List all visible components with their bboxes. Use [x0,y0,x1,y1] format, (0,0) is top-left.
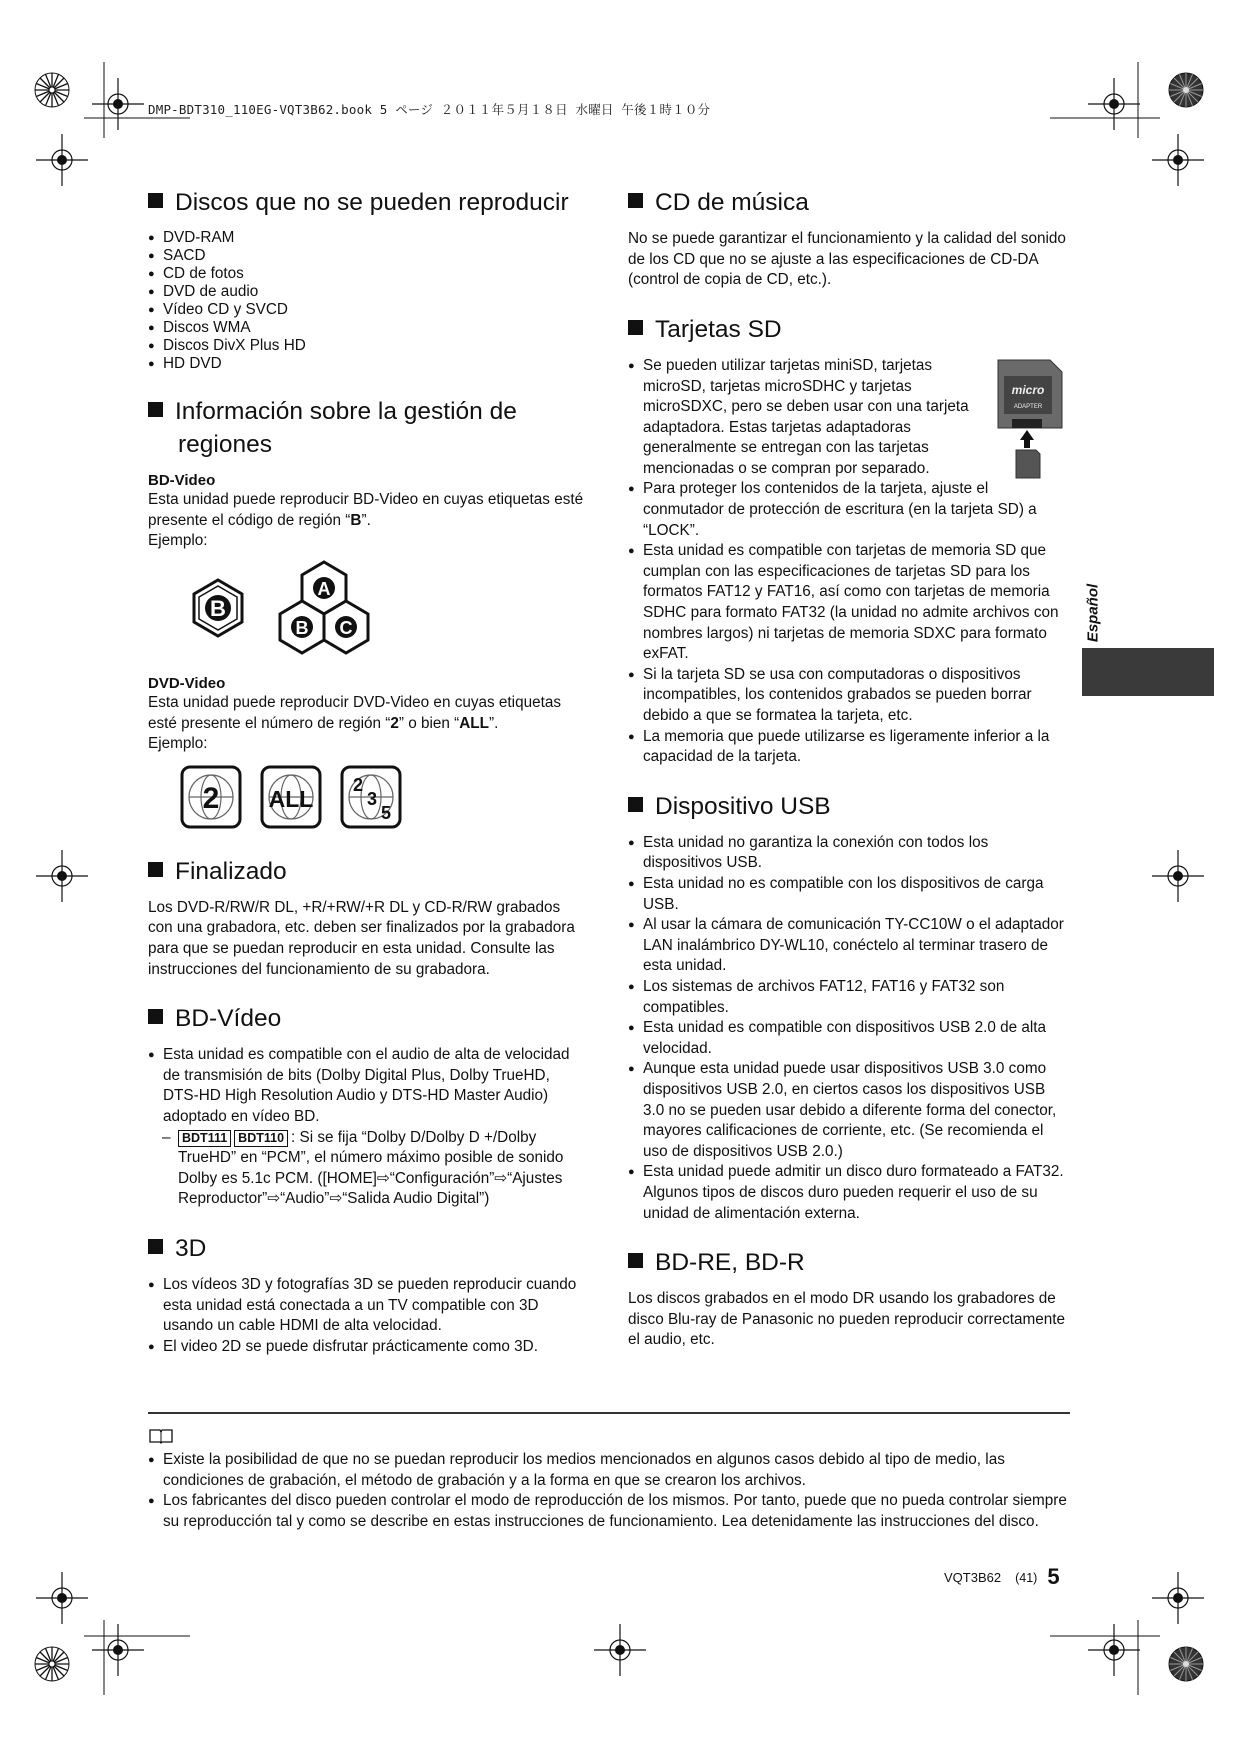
region-b2-letter: B [295,617,309,638]
model-tag: BDT110 [234,1130,288,1147]
region-b-letter: B [210,595,226,621]
list-item: ● DVD de audio [148,283,588,301]
list-item: ● Al usar la cámara de comunicación TY-CC10W o el adaptador LAN inalámbrico DY-WL10, conéctelo al terminar trasero de esta unidad. [628,915,1070,977]
section-3d [148,1232,588,1357]
page-footer [944,1564,1060,1590]
section-bd-re [628,1246,1070,1351]
list-item: ● Los vídeos 3D y fotografías 3D se pueden reproducir cuando esta unidad está conectada a un TV compatible con 3D usando un cable HDMI de alta velocidad. [148,1275,588,1337]
region-abc-icon [280,562,368,653]
list-item: ● CD de fotos [148,265,588,283]
list-item: ● HD DVD [148,355,588,373]
heading-3d: 3D [148,1232,588,1265]
sd-first-block [628,356,1070,480]
region-all-label: ALL [268,785,314,812]
list-item: ● Para proteger los contenidos de la tarjeta, ajuste el conmutador de protección de escritura (en la tarjeta SD) a “LOCK”. [628,479,1070,541]
heading-regiones: Información sobre la gestión de regiones [148,395,588,461]
ejemplo-label: Ejemplo: [148,735,208,753]
section-bd-video [148,1002,588,1210]
footnote-divider [148,1412,1070,1414]
model-tag: BDT111 [178,1130,231,1147]
ejemplo-label: Ejemplo: [148,532,208,550]
section-regiones [148,395,588,833]
section-discos [148,186,588,373]
sd-card-adapter-label: ADAPTER [1013,403,1043,410]
list-item: ● Si la tarjeta SD se usa con computadoras o dispositivos incompatibles, los contenidos grabados se pueden borrar debido a que se formatea la tarjeta, etc. [628,665,1070,727]
list-item: ● Esta unidad es compatible con tarjetas de memoria SD que cumplan con las especificaciones de tarjetas SD para los formatos FAT12 y FAT16, así como con tarjetas de memoria SDHC para formato FAT32 (la unidad no admite archivos con nombres largos) ni tarjetas de memoria SDXC para formato exFAT. [628,541,1070,665]
list-item: ● Esta unidad no es compatible con los dispositivos de carga USB. [628,874,1070,915]
cd-text: No se puede garantizar el funcionamiento y la calidad del sonido de los CD que no se ajuste a las especificaciones de CD-DA (control de copia de CD, etc.). [628,230,1066,289]
heading-bd-video: BD-Vídeo [148,1002,588,1035]
doc-code: VQT3B62 [944,1570,1002,1585]
section-sd [628,313,1070,768]
heading-discos: Discos que no se pueden reproducir [148,186,588,219]
heading-cd: CD de música [628,186,1070,219]
page-seq: (41) [1015,1571,1038,1585]
list-item: ● Aunque esta unidad puede usar dispositivos USB 3.0 como dispositivos USB 2.0, en ciertos casos los dispositivos USB 3.0 no se pueden usar debido a diferente forma del conector, mayores calificaciones de corriente, etc. (Se recomienda el uso de dispositivos USB 2.0.) [628,1059,1070,1162]
book-icon [148,1428,174,1444]
list-item: ● Los sistemas de archivos FAT12, FAT16 y FAT32 son compatibles. [628,977,1070,1018]
heading-usb: Dispositivo USB [628,790,1070,823]
list-item: ● Se pueden utilizar tarjetas miniSD, tarjetas microSD, tarjetas microSDHC y tarjetas microSDXC, pero se deben usar con una tarjeta adaptadora. Estas tarjetas adaptadoras generalmente se entregan con las tarjetas mencionadas o se compran por separado. [628,356,974,480]
footnote-item: ● Existe la posibilidad de que no se puedan reproducir los medios mencionados en algunos casos debido al tipo de medio, las condiciones de grabación, el método de grabación y a la forma en que se crearon los archivos. [148,1450,1070,1491]
heading-finalizado: Finalizado [148,855,588,888]
region-multi-5: 5 [380,802,392,823]
list-item: ● Esta unidad es compatible con el audio de alta de velocidad de transmisión de bits (Dolby Digital Plus, Dolby TrueHD, DTS-HD High Resolution Audio y DTS-HD Master Audio) adoptado en vídeo BD. [148,1045,588,1127]
list-item: ● El video 2D se puede disfrutar prácticamente como 3D. [148,1337,588,1358]
sd-first-list [628,356,974,480]
language-tab [1082,648,1214,696]
left-column [148,186,588,1379]
bd-re-text: Los discos grabados en el modo DR usando los grabadores de disco Blu-ray de Panasonic no pueden reproducir correctamente el audio, etc. [628,1290,1066,1349]
region-multi-2: 2 [352,774,364,795]
bd-region-icons [186,560,486,670]
usb-list [628,833,1070,1224]
footnotes [148,1450,1070,1532]
language-label: Español [1084,583,1102,643]
section-usb [628,790,1070,1224]
3d-list [148,1275,588,1357]
list-item: ● Discos DivX Plus HD [148,337,588,355]
right-column [628,186,1070,1373]
region-a-letter: A [317,578,331,599]
bd-video-label: BD-Video [148,472,216,490]
footnote-item: ● Los fabricantes del disco pueden controlar el modo de reproducción de los mismos. Por tanto, puede que no pueda controlar siempre su reproducción tal y como se describe en estas instrucciones de funcionamiento. Lea detenidamente las instrucciones del disco. [148,1491,1070,1532]
list-item: ● Esta unidad es compatible con dispositivos USB 2.0 de alta velocidad. [628,1018,1070,1059]
heading-sd: Tarjetas SD [628,313,1070,346]
bd-region-text: Esta unidad puede reproducir BD-Video en cuyas etiquetas esté presente el código de región “B”. [148,491,584,529]
page-number: 5 [1047,1564,1060,1589]
finalizado-text: Los DVD-R/RW/R DL, +R/+RW/+R DL y CD-R/RW grabados con una grabadora, etc. deben ser finalizados por la grabadora para que se puedan reproducir en esta unidad. Consulte las instrucciones del funcionamiento de su grabadora. [148,898,575,978]
list-item: ● Esta unidad no garantiza la conexión con todos los dispositivos USB. [628,833,1070,874]
section-cd [628,186,1070,291]
list-item: ● SACD [148,247,588,265]
region-c-letter: C [339,617,353,638]
sd-adapter-illustration [990,356,1070,480]
bd-video-list [148,1045,588,1127]
section-finalizado [148,855,588,980]
heading-bd-re: BD-RE, BD-R [628,1246,1070,1279]
discos-list [148,229,588,373]
sd-card-micro-label: micro [1011,382,1045,397]
region-multi-3: 3 [366,788,378,809]
list-item: ● Esta unidad puede admitir un disco duro formateado a FAT32. Algunos tipos de discos duro pueden requerir el uso de su unidad de alimentación externa. [628,1162,1070,1224]
dvd-region-text: Esta unidad puede reproducir DVD-Video en cuyas etiquetas esté presente el número de región “2” o bien “ALL”. [148,693,561,732]
region-2-label: 2 [202,781,220,815]
book-header: DMP-BDT310_110EG-VQT3B62.book 5 ページ ２０１１年５月１８日 水曜日 午後１時１０分 [148,102,711,117]
list-item: ● Vídeo CD y SVCD [148,301,588,319]
dvd-video-label: DVD-Video [148,674,226,692]
list-item: ● Discos WMA [148,319,588,337]
dvd-region-icons [180,763,480,833]
list-item: ● DVD-RAM [148,229,588,247]
bd-video-subnote: – BDT111 BDT110 : Si se fija “Dolby D/Dolby D +/Dolby TrueHD” en “PCM”, el número máximo posible de sonido Dolby es 5.1c PCM. ([HOME]⇨“Configuración”⇨“Ajustes Reproductor”⇨“Audio”⇨“Salida Audio Digital”) [162,1128,564,1208]
list-item: ● La memoria que puede utilizarse es ligeramente inferior a la capacidad de la tarjeta. [628,727,1070,768]
sd-list [628,479,1070,767]
